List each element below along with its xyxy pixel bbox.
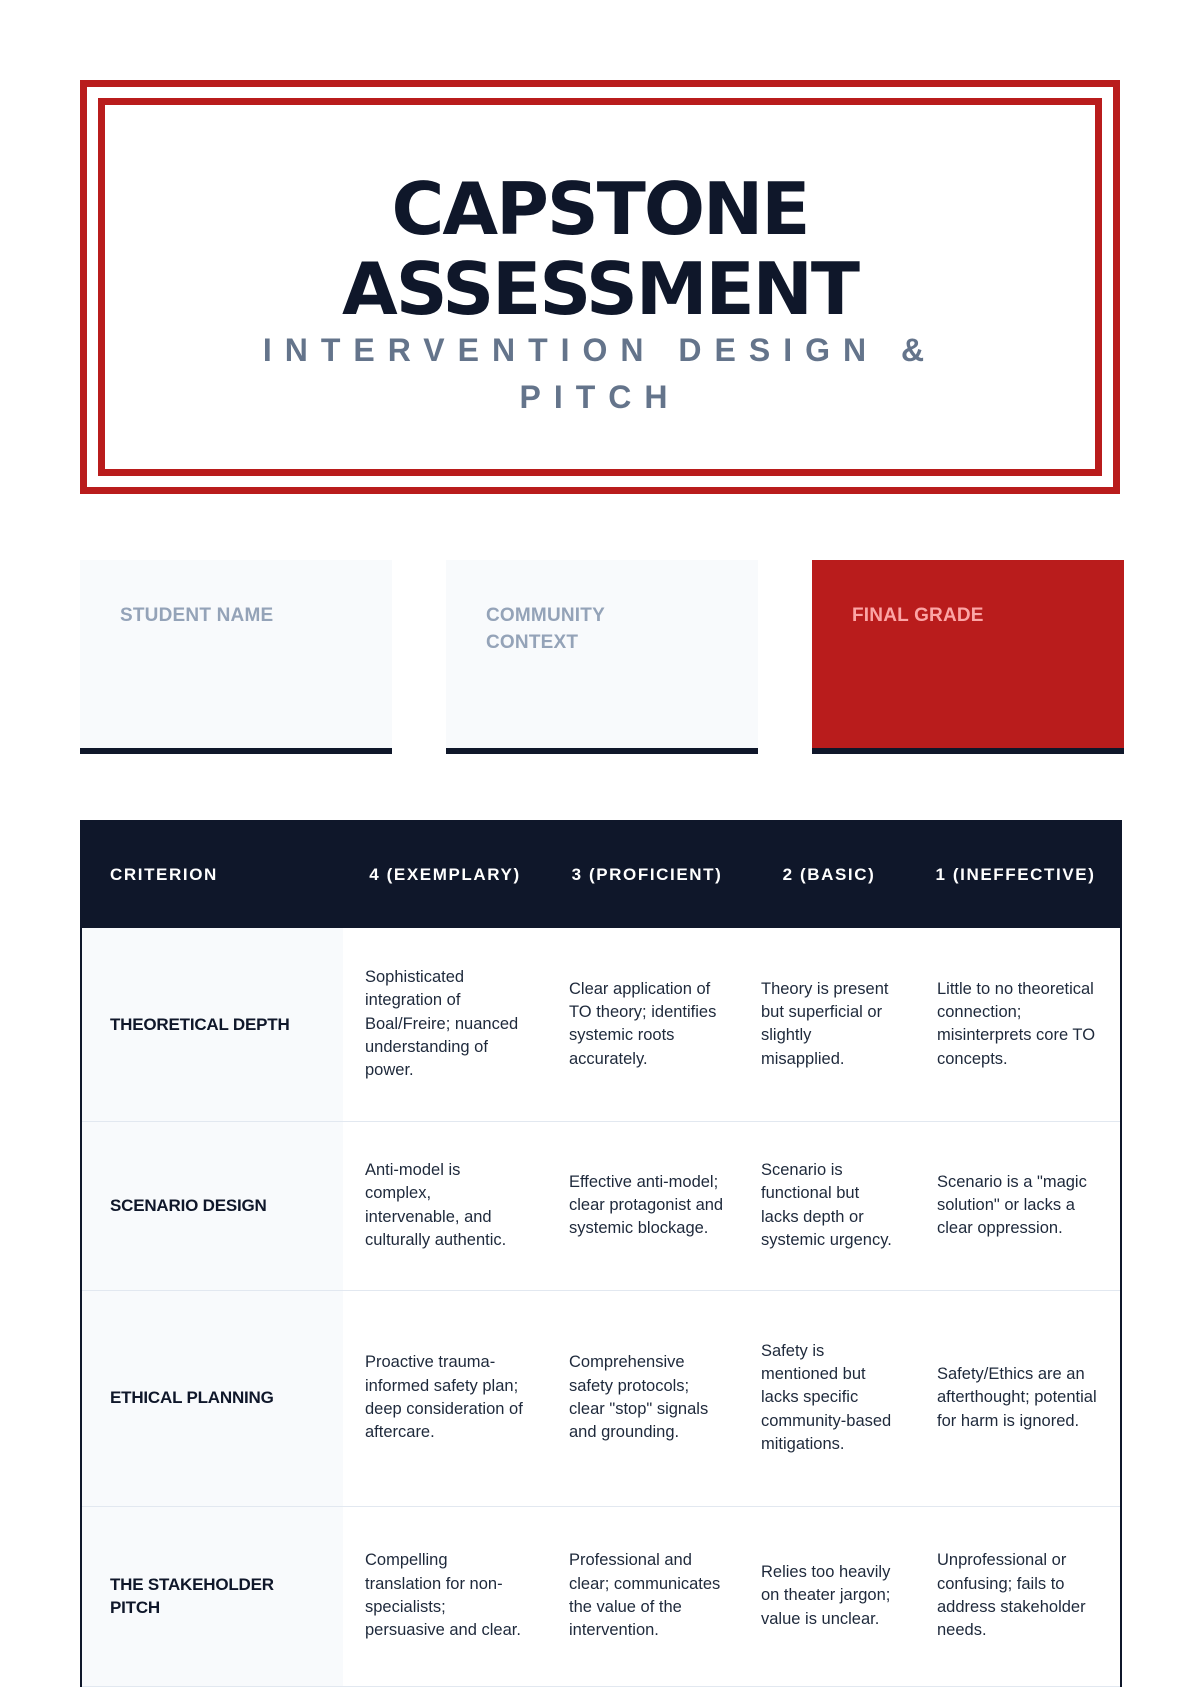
table-cell: Safety/Ethics are an afterthought; potential for harm is ignored. <box>911 1290 1121 1506</box>
column-header-criterion: CRITERION <box>110 864 218 884</box>
table-cell: Theory is present but superficial or slightly misapplied. <box>747 928 911 1121</box>
final-grade-label: FINAL GRADE <box>852 605 984 626</box>
column-header-ineffective: 1 (INEFFECTIVE) <box>935 864 1096 884</box>
table-row <box>81 928 1121 1121</box>
column-header-proficient: 3 (PROFICIENT) <box>571 864 723 884</box>
table-cell: Effective anti-model; clear protagonist and systemic blockage. <box>547 1121 747 1290</box>
student-name-label: STUDENT NAME <box>120 605 274 626</box>
table-header-row <box>81 820 1121 928</box>
page-subtitle: INTERVENTION DESIGN & PITCH <box>262 332 938 415</box>
table-cell: Scenario is a "magic solution" or lacks a clear oppression. <box>911 1121 1121 1290</box>
column-header-exemplary: 4 (EXEMPLARY) <box>369 864 521 884</box>
table-cell: Proactive trauma-informed safety plan; deep consideration of aftercare. <box>343 1290 547 1506</box>
column-header-basic: 2 (BASIC) <box>782 864 876 884</box>
final-grade-box[interactable] <box>812 560 1124 754</box>
table-cell: Comprehensive safety protocols; clear "stop" signals and grounding. <box>547 1290 747 1506</box>
table-cell: Professional and clear; communicates the value of the intervention. <box>547 1506 747 1686</box>
table-cell: Little to no theoretical connection; misinterprets core TO concepts. <box>911 928 1121 1121</box>
table-cell: Anti-model is complex, intervenable, and culturally authentic. <box>343 1121 547 1290</box>
table-cell: Scenario is functional but lacks depth or systemic urgency. <box>747 1121 911 1290</box>
table-row <box>81 1506 1121 1686</box>
table-cell: Safety is mentioned but lacks specific community-based mitigations. <box>747 1290 911 1506</box>
table-row <box>81 1290 1121 1506</box>
title-line-2: ASSESSMENT <box>341 247 859 331</box>
page-title <box>87 169 1113 329</box>
table-cell: Unprofessional or confusing; fails to address stakeholder needs. <box>911 1506 1121 1686</box>
criterion-cell: SCENARIO DESIGN <box>81 1121 343 1290</box>
criterion-cell: ETHICAL PLANNING <box>81 1290 343 1506</box>
table-cell: Relies too heavily on theater jargon; value is unclear. <box>747 1506 911 1686</box>
table-cell: Sophisticated integration of Boal/Freire; nuanced understanding of power. <box>343 928 547 1121</box>
student-name-box[interactable] <box>80 560 392 754</box>
community-context-box[interactable] <box>446 560 758 754</box>
table-cell: Clear application of TO theory; identifies systemic roots accurately. <box>547 928 747 1121</box>
table-cell: Compelling translation for non-specialists; persuasive and clear. <box>343 1506 547 1686</box>
title-frame <box>80 80 1120 494</box>
criterion-cell: THEORETICAL DEPTH <box>81 928 343 1121</box>
title-line-1: CAPSTONE <box>391 167 809 251</box>
table-row <box>81 1121 1121 1290</box>
rubric-table <box>80 820 1122 1687</box>
community-context-label: COMMUNITY CONTEXT <box>486 605 605 653</box>
criterion-cell: THE STAKEHOLDER PITCH <box>81 1506 343 1686</box>
